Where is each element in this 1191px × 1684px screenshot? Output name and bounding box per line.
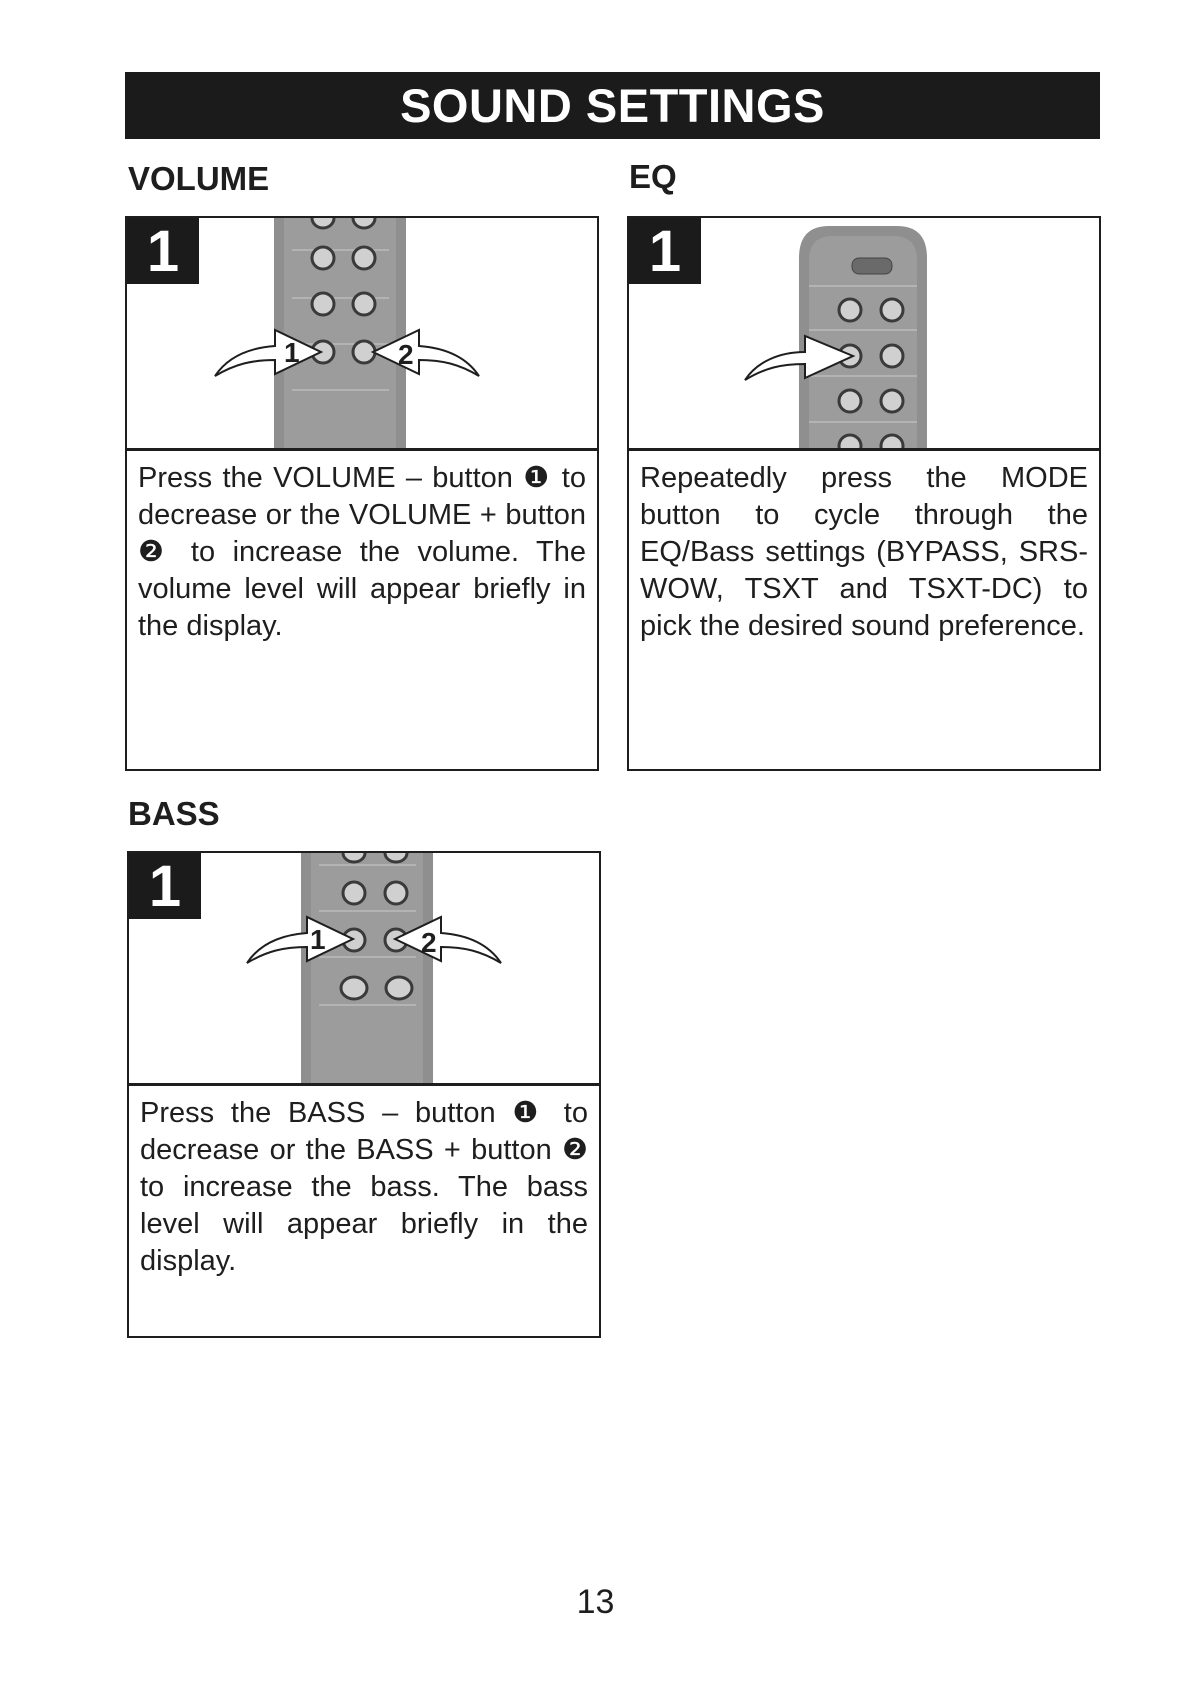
bass-panel — [127, 851, 601, 1338]
volume-description: Press the VOLUME – button ❶ to decrease or the VOLUME + button ❷ to increase the volume. The volume level will appear briefly in the display. — [138, 462, 586, 642]
step-number: 1 — [127, 218, 199, 284]
bass-description: Press the BASS – button ❶ to decrease or the BASS + button ❷ to increase the bass. The bass level will appear briefly in the display. — [140, 1097, 588, 1277]
arrow-left-label: 1 — [284, 337, 300, 368]
volume-panel — [125, 216, 599, 771]
arrow-right-label: 2 — [398, 339, 414, 370]
volume-illustration — [127, 218, 597, 451]
eq-panel — [627, 216, 1101, 771]
page-title: SOUND SETTINGS — [125, 72, 1100, 139]
eq-illustration — [629, 218, 1099, 451]
eq-heading: EQ — [629, 158, 677, 195]
arrow-right-label: 2 — [421, 927, 437, 958]
bass-heading: BASS — [128, 795, 220, 832]
eq-description: Repeatedly press the MODE button to cycle through the EQ/Bass settings (BYPASS, SRS-WOW, TSXT and TSXT-DC) to pick the desired sound preference. — [640, 462, 1088, 642]
page-number: 13 — [576, 1583, 615, 1621]
step-number: 1 — [129, 853, 201, 919]
bass-illustration — [129, 853, 599, 1086]
step-number: 1 — [629, 218, 701, 284]
arrow-left-label: 1 — [310, 924, 326, 955]
volume-heading: VOLUME — [128, 160, 270, 197]
